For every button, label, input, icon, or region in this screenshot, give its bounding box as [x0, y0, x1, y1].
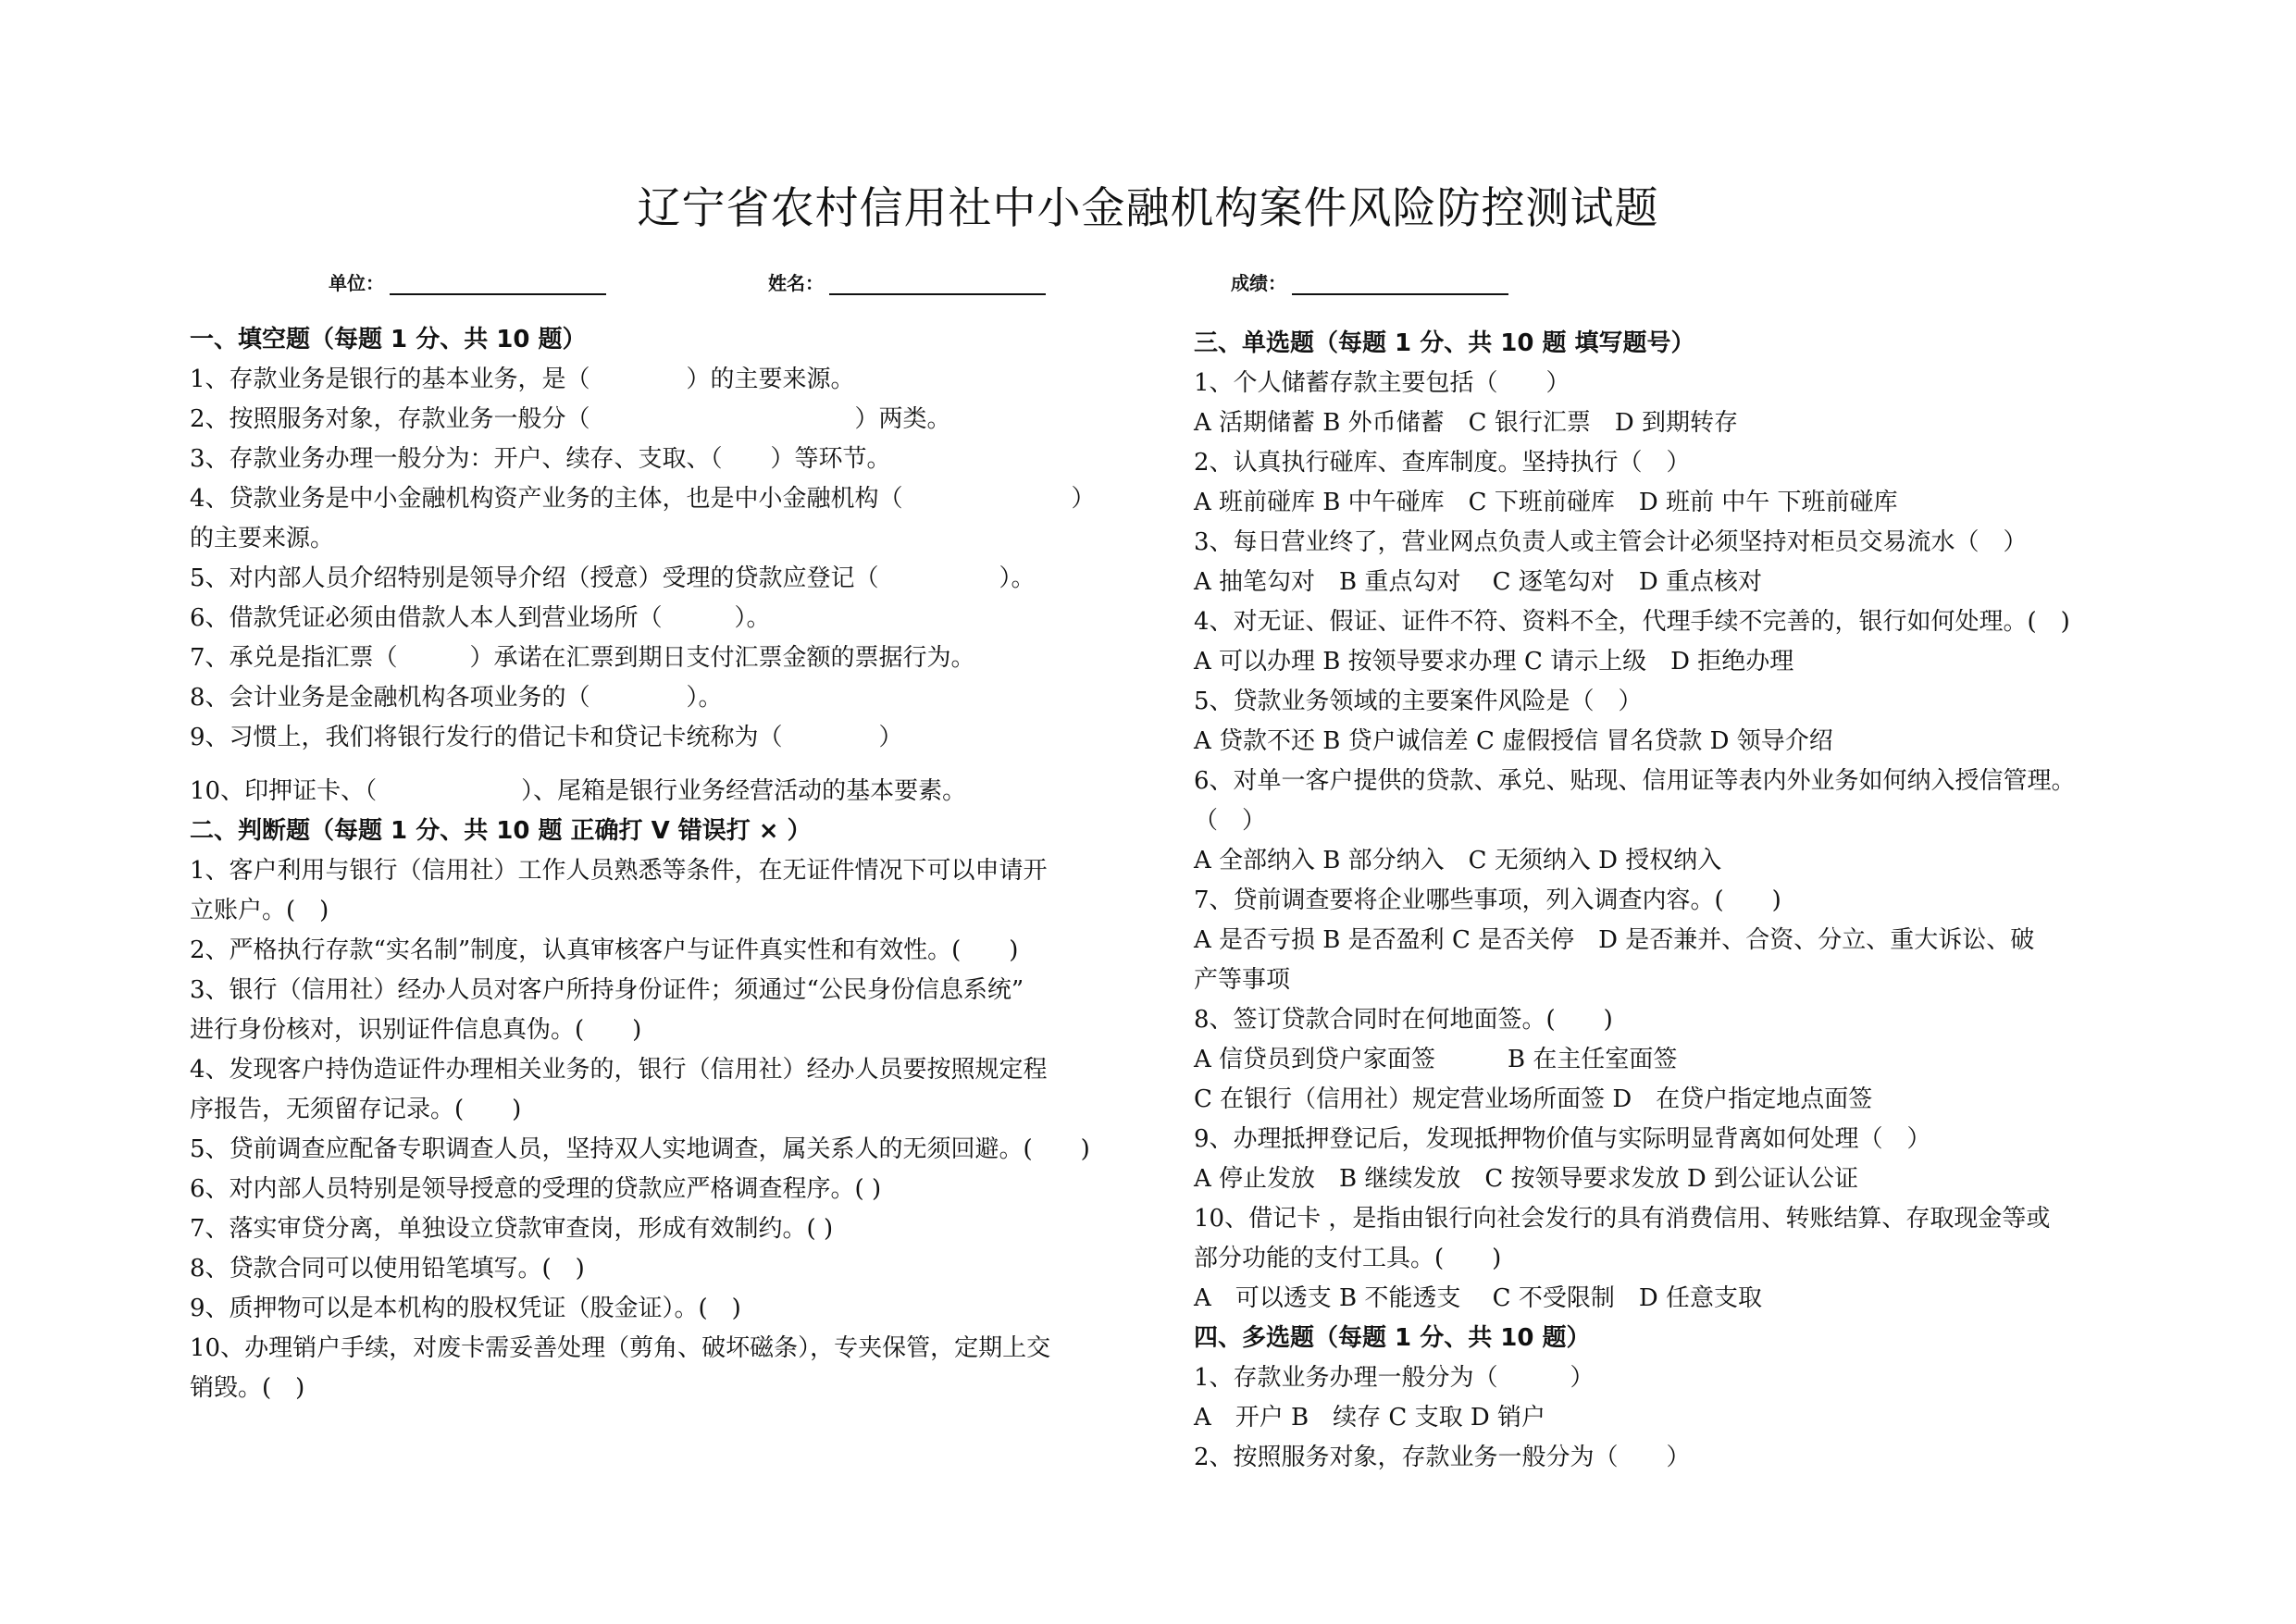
question-line: 6、对内部人员特别是领导授意的受理的贷款应严格调查程序。( ) [190, 1175, 882, 1203]
question-line: 6、借款凭证必须由借款人本人到营业场所（ ）。 [190, 604, 771, 632]
question-line: 4、贷款业务是中小金融机构资产业务的主体，也是中小金融机构（ ） [190, 485, 1096, 513]
question-line: 7、承兑是指汇票（ ）承诺在汇票到期日支付汇票金额的票据行为。 [190, 644, 975, 672]
question-line: 进行身份核对，识别证件信息真伪。( ) [190, 1016, 642, 1044]
page-title: 辽宁省农村信用社中小金融机构案件风险防控测试题 [637, 183, 1659, 234]
question-line: 4、对无证、假证、证件不符、资料不全，代理手续不完善的，银行如何处理。( ) [1194, 608, 2070, 636]
question-line: 5、贷款业务领域的主要案件风险是（ ） [1194, 688, 1643, 715]
question-line: 3、每日营业终了，营业网点负责人或主管会计必须坚持对柜员交易流水（ ） [1194, 528, 2028, 556]
unit-field[interactable] [329, 268, 606, 295]
question-line: 1、存款业务办理一般分为（ ） [1194, 1364, 1595, 1392]
score-field[interactable] [1231, 268, 1508, 295]
question-line: A 班前碰库 B 中午碰库 C 下班前碰库 D 班前 中午 下班前碰库 [1194, 489, 1898, 516]
question-line: 1、个人储蓄存款主要包括（ ） [1194, 369, 1570, 397]
question-line: A 可以办理 B 按领导要求办理 C 请示上级 D 拒绝办理 [1194, 648, 1794, 676]
right-column [1194, 324, 2175, 1478]
question-line: 2、按照服务对象，存款业务一般分为（ ） [1194, 1444, 1691, 1471]
question-line: A 可以透支 B 不能透支 C 不受限制 D 任意支取 [1194, 1284, 1762, 1312]
question-line: 立账户。( ) [190, 897, 329, 924]
question-line: A 开户 B 续存 C 支取 D 销户 [1194, 1404, 1545, 1432]
question-line: 1、客户利用与银行（信用社）工作人员熟悉等条件，在无证件情况下可以申请开 [190, 857, 1048, 885]
question-line: 10、印押证卡、（ ）、尾箱是银行业务经营活动的基本要素。 [190, 777, 967, 805]
section-heading: 一、填空题（每题 1 分、共 10 题） [190, 326, 587, 353]
section-heading: 四、多选题（每题 1 分、共 10 题） [1194, 1324, 1591, 1352]
question-line: 5、贷前调查应配备专职调查人员，坚持双人实地调查，属关系人的无须回避。( ) [190, 1135, 1090, 1163]
question-line: 产等事项 [1194, 966, 1291, 994]
question-line: 8、签订贷款合同时在何地面签。( ) [1194, 1006, 1613, 1034]
question-line: 3、银行（信用社）经办人员对客户所持身份证件；须通过“公民身份信息系统” [190, 976, 1024, 1004]
question-line: 9、质押物可以是本机构的股权凭证（股金证）。( ) [190, 1295, 741, 1322]
question-line: 9、习惯上，我们将银行发行的借记卡和贷记卡统称为（ ） [190, 724, 903, 751]
question-line: A 全部纳入 B 部分纳入 C 无须纳入 D 授权纳入 [1194, 847, 1722, 874]
question-line: 7、落实审贷分离，单独设立贷款审查岗，形成有效制约。( ) [190, 1215, 834, 1243]
score-label: 成绩： [1231, 272, 1286, 294]
question-line: A 活期储蓄 B 外币储蓄 C 银行汇票 D 到期转存 [1194, 409, 1738, 437]
question-line: （ ） [1194, 807, 1267, 835]
question-line: 7、贷前调查要将企业哪些事项，列入调查内容。( ) [1194, 886, 1781, 914]
question-line: 1、存款业务是银行的基本业务，是（ ）的主要来源。 [190, 366, 855, 393]
question-line: 销毁。( ) [190, 1374, 305, 1402]
question-line: 2、按照服务对象，存款业务一般分（ ）两类。 [190, 405, 951, 433]
question-line: 部分功能的支付工具。( ) [1194, 1245, 1502, 1272]
question-line: A 贷款不还 B 贷户诚信差 C 虚假授信 冒名贷款 D 领导介绍 [1194, 727, 1833, 755]
question-line: 2、严格执行存款“实名制”制度，认真审核客户与证件真实性和有效性。( ) [190, 936, 1019, 964]
question-line: A 信贷员到贷户家面签 B 在主任室面签 [1194, 1046, 1678, 1073]
section-heading: 三、单选题（每题 1 分、共 10 题 填写题号） [1194, 329, 1695, 357]
score-line [1292, 271, 1508, 295]
question-line: 9、办理抵押登记后，发现抵押物价值与实际明显背离如何处理（ ） [1194, 1125, 1931, 1153]
name-label: 姓名： [768, 272, 824, 294]
unit-label: 单位： [329, 272, 384, 294]
question-line: 10、借记卡 ，是指由银行向社会发行的具有消费信用、转账结算、存取现金等或 [1194, 1205, 2051, 1233]
question-line: 8、会计业务是金融机构各项业务的（ ）。 [190, 684, 723, 712]
question-line: A 是否亏损 B 是否盈利 C 是否关停 D 是否兼并、合资、分立、重大诉讼、破 [1194, 926, 2035, 954]
question-line: 5、对内部人员介绍特别是领导介绍（授意）受理的贷款应登记（ ）。 [190, 564, 1036, 592]
question-line: 的主要来源。 [190, 525, 335, 552]
question-line: 2、认真执行碰库、查库制度。坚持执行（ ） [1194, 449, 1691, 477]
unit-line [390, 271, 606, 295]
name-line [829, 271, 1046, 295]
left-column [190, 320, 1161, 1408]
question-line: 6、对单一客户提供的贷款、承兑、贴现、信用证等表内外业务如何纳入授信管理。 [1194, 767, 2076, 795]
question-line: 序报告，无须留存记录。( ) [190, 1096, 522, 1123]
section-heading: 二、判断题（每题 1 分、共 10 题 正确打 V 错误打 × ） [190, 817, 812, 845]
question-line: C 在银行（信用社）规定营业场所面签 D 在贷户指定地点面签 [1194, 1085, 1873, 1113]
question-line: A 停止发放 B 继续发放 C 按领导要求发放 D 到公证认公证 [1194, 1165, 1858, 1193]
question-line: 4、发现客户持伪造证件办理相关业务的，银行（信用社）经办人员要按照规定程 [190, 1056, 1048, 1084]
question-line: A 抽笔勾对 B 重点勾对 C 逐笔勾对 D 重点核对 [1194, 568, 1762, 596]
name-field[interactable] [768, 268, 1046, 295]
question-line: 3、存款业务办理一般分为：开户、续存、支取、（ ）等环节。 [190, 445, 891, 473]
question-line: 8、贷款合同可以使用铅笔填写。( ) [190, 1255, 585, 1283]
question-line: 10、办理销户手续，对废卡需妥善处理（剪角、破坏磁条），专夹保管，定期上交 [190, 1334, 1051, 1362]
